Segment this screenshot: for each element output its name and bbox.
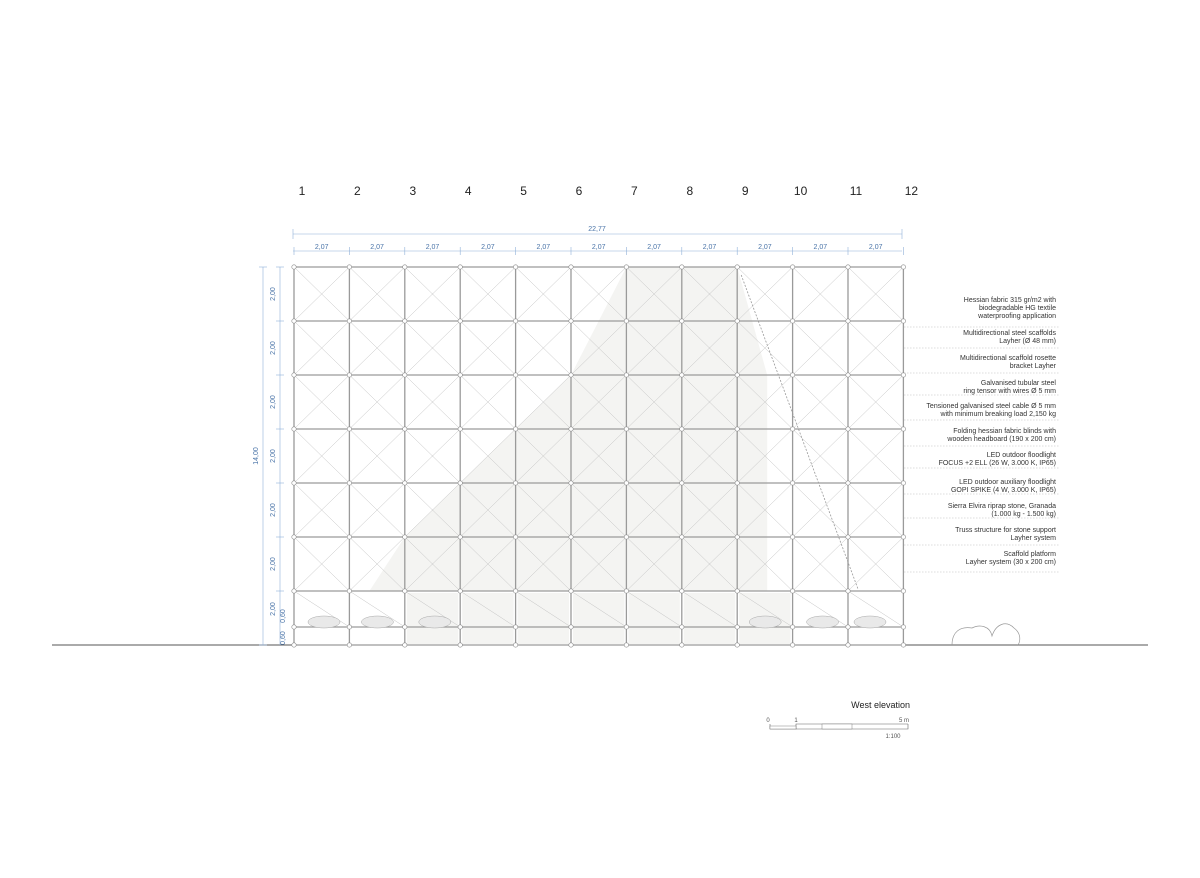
rosette-node [735, 373, 739, 377]
rosette-node [735, 625, 739, 629]
rosette-node [513, 319, 517, 323]
rosette-node [513, 625, 517, 629]
rosette-node [624, 373, 628, 377]
callout-text: Scaffold platform [1003, 551, 1056, 558]
rosette-node [403, 427, 407, 431]
rosette-node [790, 625, 794, 629]
riprap-stone [308, 616, 340, 628]
rosette-node [347, 625, 351, 629]
rosette-node [569, 319, 573, 323]
grid-axis-10: 10 [793, 184, 808, 198]
rosette-node [403, 373, 407, 377]
riprap-stone [419, 616, 451, 628]
fabric-blind [462, 593, 513, 644]
rosette-node [680, 319, 684, 323]
rosette-node [347, 265, 351, 269]
level-height-dimension: 2,00 [270, 602, 277, 616]
rosette-node [735, 481, 739, 485]
callout-text: Multidirectional steel scaffolds [963, 330, 1056, 337]
rosette-node [292, 265, 296, 269]
rosette-node [680, 481, 684, 485]
grid-axis-labels [299, 184, 919, 198]
rosette-node [403, 643, 407, 647]
callout-text: Multidirectional scaffold rosette [960, 355, 1056, 362]
grid-axis-3: 3 [409, 184, 417, 198]
callout-text: ring tensor with wires Ø 5 mm [963, 388, 1056, 395]
material-callouts [904, 297, 1060, 572]
grid-axis-2: 2 [354, 184, 361, 198]
rosette-node [790, 535, 794, 539]
rosette-node [513, 373, 517, 377]
rosette-node [735, 427, 739, 431]
rosette-node [569, 589, 573, 593]
callout-text: FOCUS +2 ELL (26 W, 3.000 K, IP65) [938, 460, 1056, 467]
callout-text: LED outdoor floodlight [986, 452, 1056, 459]
left-dimensions [253, 267, 287, 645]
level-height-dimension: 2,00 [270, 449, 277, 463]
rosette-node [569, 373, 573, 377]
rosette-node [403, 589, 407, 593]
fabric-blind [684, 593, 735, 644]
riprap-stone [854, 616, 886, 628]
bay-width-dimension: 2,07 [868, 244, 883, 251]
rosette-node [347, 373, 351, 377]
rosette-node [735, 265, 739, 269]
rosette-node [347, 427, 351, 431]
rosette-node [569, 427, 573, 431]
rosette-node [846, 535, 850, 539]
rosette-node [458, 481, 462, 485]
base-height-dimension-1: 0,60 [280, 631, 287, 645]
riprap-stone [361, 616, 393, 628]
grid-axis-7: 7 [631, 184, 638, 198]
rosette-node [292, 589, 296, 593]
hessian-fabric-panels [369, 267, 790, 644]
scale-label-1: 1 [794, 718, 798, 724]
rosette-node [624, 535, 628, 539]
rosette-node [735, 535, 739, 539]
riprap-stone-group [952, 624, 1020, 645]
bay-width-dimension: 2,07 [481, 244, 495, 251]
callout-text: Tensioned galvanised steel cable Ø 5 mm [926, 403, 1056, 410]
level-height-dimension: 2,00 [270, 503, 277, 517]
rosette-node [347, 643, 351, 647]
level-height-dimension: 2,00 [270, 557, 277, 571]
bay-width-dimension: 2,07 [370, 244, 384, 251]
grid-axis-5: 5 [520, 184, 527, 198]
rosette-node [680, 373, 684, 377]
bay-width-dimension: 2,07 [314, 244, 329, 251]
fabric-blind [628, 593, 679, 644]
grid-axis-4: 4 [464, 184, 472, 198]
rosette-node [846, 373, 850, 377]
rosette-node [846, 643, 850, 647]
rosette-node [292, 373, 296, 377]
rosette-node [790, 265, 794, 269]
rosette-node [403, 265, 407, 269]
scale-label-5: 5 m [898, 718, 910, 724]
level-height-dimension: 2,00 [270, 395, 277, 409]
callout-text: GOPI SPIKE (4 W, 3.000 K, IP65) [950, 487, 1056, 494]
rosette-node [901, 481, 905, 485]
rosette-node [403, 625, 407, 629]
rosette-node [458, 427, 462, 431]
callout-text: waterproofing application [978, 313, 1056, 320]
rosette-node [901, 535, 905, 539]
scale-label-0: 0 [766, 718, 770, 724]
rosette-node [347, 589, 351, 593]
bay-width-dimension: 2,07 [813, 244, 828, 251]
rosette-node [901, 427, 905, 431]
callout-text: Galvanised tubular steel [980, 380, 1056, 387]
rosette-node [403, 319, 407, 323]
rosette-node [624, 319, 628, 323]
rosette-node [901, 643, 905, 647]
rosette-node [680, 643, 684, 647]
callout-text: Folding hessian fabric blinds with [953, 428, 1056, 435]
rosette-node [292, 427, 296, 431]
rosette-node [458, 589, 462, 593]
rosette-node [901, 319, 905, 323]
top-dimensions [293, 226, 903, 255]
rosette-node [901, 625, 905, 629]
rosette-node [846, 589, 850, 593]
bay-width-dimension: 2,07 [536, 244, 551, 251]
callout-text: Layher system [1010, 535, 1056, 542]
fabric-blind [573, 593, 624, 644]
rosette-node [347, 319, 351, 323]
level-height-dimension: 2,00 [270, 287, 277, 301]
callout-text: Layher (Ø 48 mm) [999, 338, 1056, 345]
rosette-node [292, 643, 296, 647]
grid-axis-12: 12 [904, 184, 919, 198]
callout-text: wooden headboard (190 x 200 cm) [947, 436, 1056, 443]
riprap-stone [807, 616, 839, 628]
rosette-node [680, 535, 684, 539]
rosette-node [569, 643, 573, 647]
callout-text: bracket Layher [1009, 363, 1056, 370]
rosette-node [347, 481, 351, 485]
scale-ratio: 1:100 [885, 734, 901, 740]
rosette-node [458, 643, 462, 647]
drawing-title: West elevation [851, 700, 910, 710]
rosette-node [846, 427, 850, 431]
bay-width-dimension: 2,07 [702, 244, 717, 251]
total-width-dimension: 22,77 [588, 226, 606, 233]
rosette-node [624, 643, 628, 647]
rosette-node [680, 589, 684, 593]
callout-text: biodegradable HG textile [978, 305, 1056, 312]
rosette-node [513, 481, 517, 485]
rosette-node [735, 643, 739, 647]
rosette-node [680, 427, 684, 431]
rosette-node [624, 625, 628, 629]
rosette-node [846, 319, 850, 323]
level-height-dimension: 2,00 [270, 341, 277, 355]
rosette-node [458, 625, 462, 629]
rosette-node [901, 589, 905, 593]
rosette-node [513, 535, 517, 539]
grid-axis-11: 11 [849, 184, 863, 198]
rosette-node [292, 319, 296, 323]
rosette-node [292, 625, 296, 629]
rosette-node [347, 535, 351, 539]
callout-text: Sierra Elvira riprap stone, Granada [947, 503, 1056, 510]
total-height-dimension: 14,00 [253, 447, 260, 465]
rosette-node [790, 373, 794, 377]
rosette-node [790, 481, 794, 485]
rosette-node [458, 373, 462, 377]
scale-bar [766, 718, 909, 740]
callout-text: Hessian fabric 315 gr/m2 with [963, 297, 1056, 304]
rosette-node [846, 481, 850, 485]
rosette-node [846, 625, 850, 629]
rosette-node [680, 625, 684, 629]
grid-axis-9: 9 [741, 184, 749, 198]
rosette-node [624, 427, 628, 431]
rosette-node [513, 589, 517, 593]
rosette-node [513, 643, 517, 647]
rosette-node [292, 535, 296, 539]
bay-width-dimension: 2,07 [647, 244, 661, 251]
callout-text: LED outdoor auxiliary floodlight [959, 479, 1056, 486]
rosette-node [735, 319, 739, 323]
riprap-stone [749, 616, 781, 628]
rosette-node [458, 319, 462, 323]
base-height-dimension-2: 0,60 [280, 609, 287, 623]
rosette-node [735, 589, 739, 593]
grid-axis-1: 1 [298, 184, 306, 198]
rosette-node [790, 319, 794, 323]
bay-width-dimension: 2,07 [758, 244, 772, 251]
rosette-node [569, 625, 573, 629]
bay-width-dimension: 2,07 [591, 244, 606, 251]
rosette-node [624, 265, 628, 269]
rosette-node [846, 265, 850, 269]
rosette-node [624, 589, 628, 593]
rosette-node [292, 481, 296, 485]
rosette-node [680, 265, 684, 269]
rosette-node [790, 643, 794, 647]
callout-text: Truss structure for stone support [955, 527, 1056, 534]
rosette-node [513, 427, 517, 431]
fabric-blind [518, 593, 569, 644]
grid-axis-8: 8 [686, 184, 694, 198]
grid-axis-6: 6 [575, 184, 583, 198]
callout-text: with minimum breaking load 2,150 kg [940, 411, 1056, 418]
rosette-node [901, 265, 905, 269]
rosette-node [403, 535, 407, 539]
rosette-node [458, 265, 462, 269]
callout-text: (1.000 kg - 1.500 kg) [991, 511, 1056, 518]
rosette-node [458, 535, 462, 539]
bay-width-dimension: 2,07 [425, 244, 440, 251]
rosette-node [624, 481, 628, 485]
rosette-node [569, 265, 573, 269]
rosette-node [569, 481, 573, 485]
callout-text: Layher system (30 x 200 cm) [965, 559, 1056, 566]
rosette-node [901, 373, 905, 377]
rosette-node [569, 535, 573, 539]
rosette-node [790, 589, 794, 593]
rosette-node [513, 265, 517, 269]
rosette-node [790, 427, 794, 431]
rosette-node [403, 481, 407, 485]
